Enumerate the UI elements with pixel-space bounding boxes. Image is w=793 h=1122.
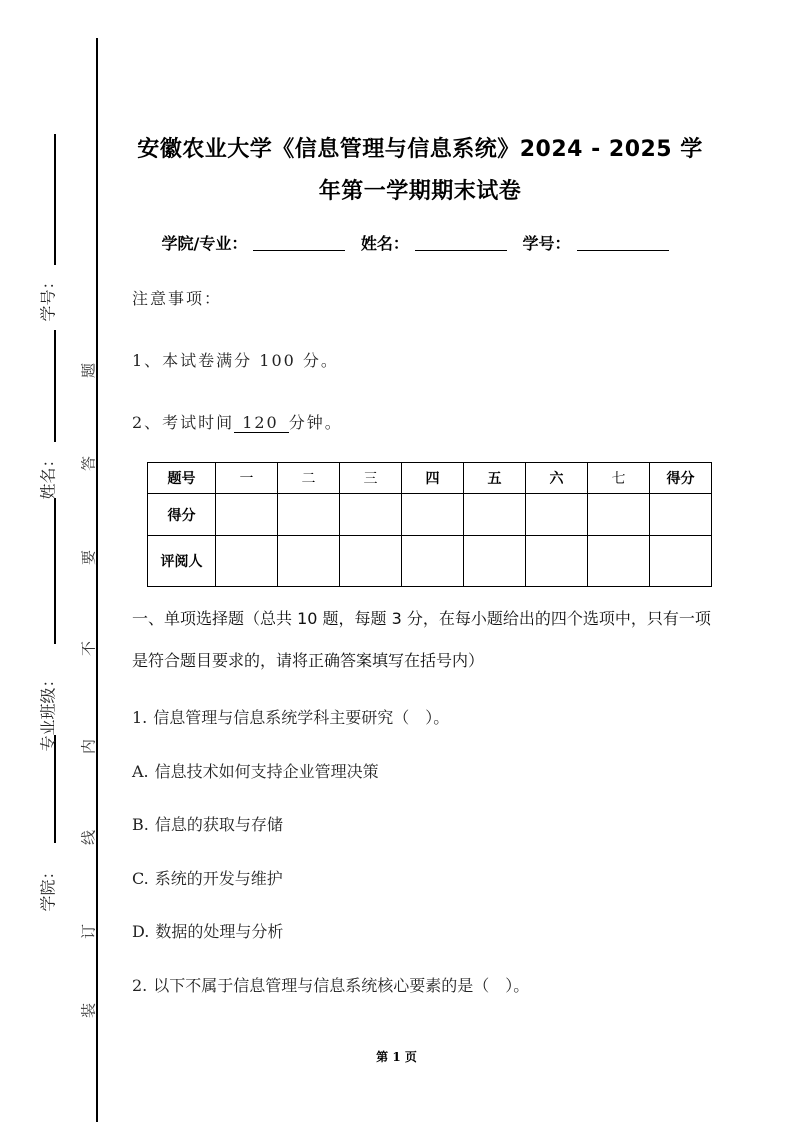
score-cell[interactable] [402,494,464,536]
score-cell[interactable] [650,494,712,536]
student-id-input[interactable] [577,234,669,251]
note-item-2 [132,410,343,433]
score-table-header-row [148,463,712,494]
table-header-cell: 五 [464,463,526,494]
grader-row [148,536,712,587]
name-blank[interactable] [54,498,56,644]
binding-line [96,38,98,1122]
table-header-cell: 题号 [148,463,216,494]
binding-warning-char: 订 [79,924,98,940]
option-text: 数据的处理与分析 [155,922,284,941]
score-table [147,462,712,587]
option-d[interactable] [132,919,283,942]
grader-cell[interactable] [588,536,650,587]
page-number: 第 1 页 [376,1050,417,1064]
question-1 [132,705,449,728]
college-label: 学院： [38,863,58,912]
exam-title-line2: 年第一学期期末试卷 [318,179,522,204]
option-b[interactable] [132,812,283,835]
major-class-label: 专业班级： [38,671,58,752]
grader-cell[interactable] [340,536,402,587]
binding-warning-char: 不 [79,641,98,657]
grader-cell[interactable] [216,536,278,587]
note-item-2-suffix: 分钟。 [288,413,343,432]
grader-cell[interactable] [402,536,464,587]
question-text: 信息管理与信息系统学科主要研究（ ）。 [153,708,450,727]
note-item-2-prefix: 2、考试时间 [132,413,235,432]
student-id-label: 学号： [38,273,58,322]
grader-cell[interactable] [526,536,588,587]
section-heading-single-choice: 一、单项选择题（总共 10 题，每题 3 分，在每小题给出的四个选项中，只有一项是符合题目要求的，请将正确答案填写在括号内） [132,609,711,670]
question-number: 1. [132,708,148,727]
college-major-label: 学院/专业： [161,234,248,253]
score-cell[interactable] [216,494,278,536]
question-2 [132,973,529,996]
option-text: 信息技术如何支持企业管理决策 [154,762,379,781]
score-cell[interactable] [278,494,340,536]
table-header-cell: 三 [340,463,402,494]
grader-cell[interactable] [464,536,526,587]
question-text: 以下不属于信息管理与信息系统核心要素的是（ ）。 [153,976,530,995]
option-key: D. [132,922,150,941]
binding-warning-char: 答 [79,456,98,472]
row-label: 得分 [148,494,216,536]
table-header-cell: 得分 [650,463,712,494]
option-a[interactable] [132,759,379,782]
binding-warning-char: 要 [79,550,98,566]
name-input[interactable] [415,234,507,251]
college-major-input[interactable] [253,234,345,251]
option-key: B. [132,815,149,834]
exam-duration-value: 120 [234,414,289,433]
table-header-cell: 一 [216,463,278,494]
binding-warning-char: 装 [79,1003,98,1019]
exam-title-line1: 安徽农业大学《信息管理与信息系统》2024 - 2025 学 [137,137,703,162]
score-row [148,494,712,536]
table-header-cell: 六 [526,463,588,494]
table-header-cell: 二 [278,463,340,494]
question-number: 2. [132,976,148,995]
note-item-1: 1、本试卷满分 100 分。 [132,351,339,370]
score-cell[interactable] [464,494,526,536]
name-field-label: 姓名： [360,234,409,253]
option-text: 信息的获取与存储 [154,815,283,834]
grader-cell[interactable] [650,536,712,587]
student-id-blank[interactable] [54,134,56,265]
table-header-cell: 七 [588,463,650,494]
option-c[interactable] [132,866,283,889]
score-cell[interactable] [588,494,650,536]
name-label: 姓名： [38,451,58,500]
binding-warning-char: 题 [79,363,98,379]
score-cell[interactable] [526,494,588,536]
binding-warning-char: 线 [79,830,98,846]
student-info-row [120,231,720,254]
student-id-field-label: 学号： [522,234,571,253]
name-blank-upper [54,330,56,442]
table-header-cell: 四 [402,463,464,494]
score-cell[interactable] [340,494,402,536]
option-key: A. [132,762,149,781]
option-text: 系统的开发与维护 [154,869,283,888]
row-label: 评阅人 [148,536,216,587]
option-key: C. [132,869,149,888]
grader-cell[interactable] [278,536,340,587]
notes-heading: 注意事项： [132,289,223,308]
binding-warning-char: 内 [79,739,98,755]
